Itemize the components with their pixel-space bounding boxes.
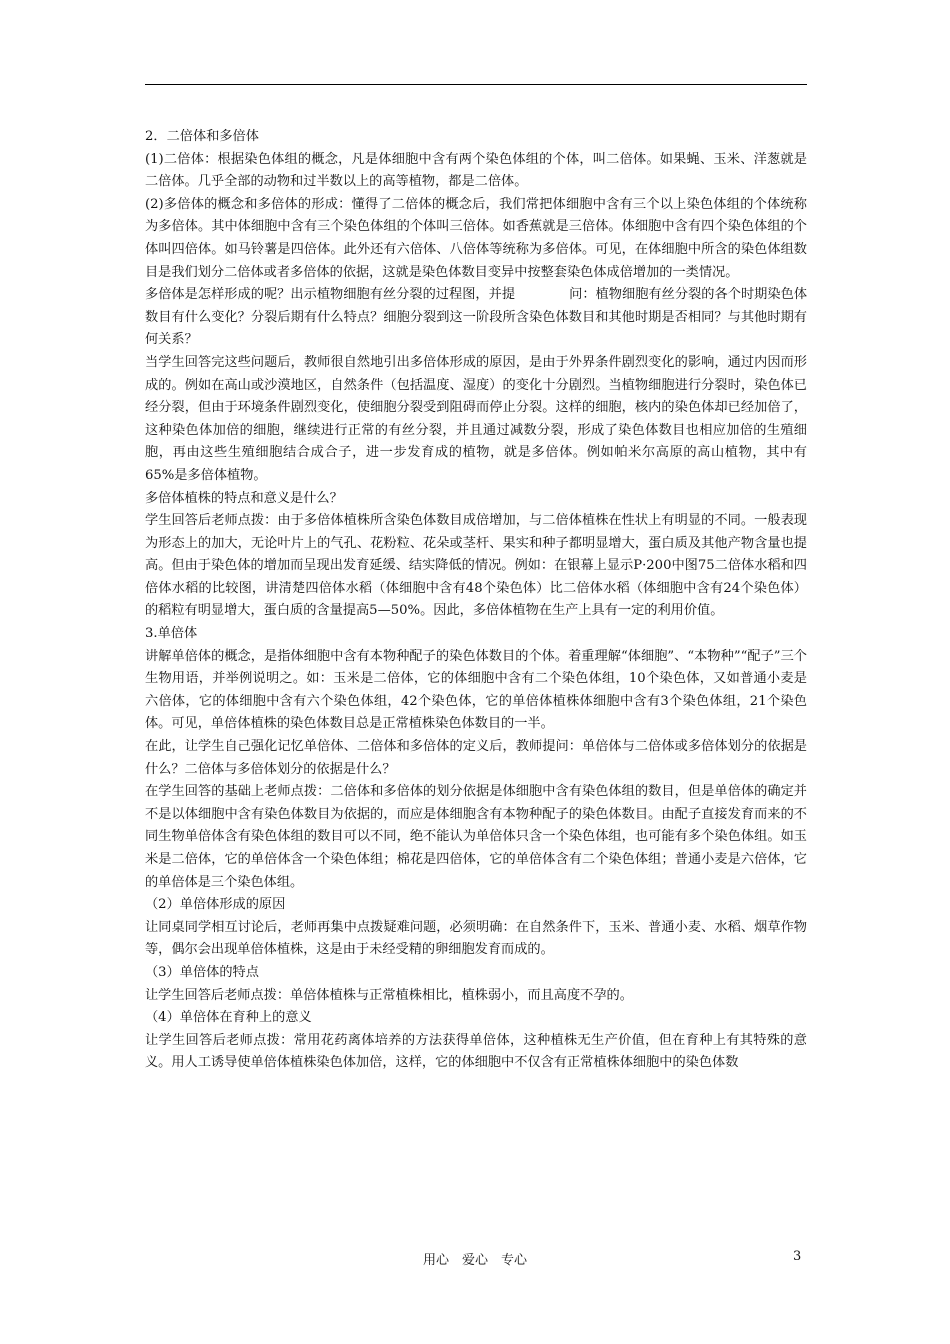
- subheading-haploid-causes: （2）单倍体形成的原因: [145, 897, 286, 913]
- subheading-haploid-traits: （3）单倍体的特点: [145, 964, 259, 980]
- header-rule: [145, 84, 807, 85]
- section-heading-haploid: 3.单倍体: [145, 626, 198, 642]
- question-lead: 多倍体是怎样形成的呢？出示植物细胞有丝分裂的过程图，并提: [145, 287, 516, 303]
- paragraph-polyploid-question: [145, 284, 807, 352]
- paragraph-haploid-causes: 让同桌同学相互讨论后，老师再集中点拨疑难问题，必须明确：在自然条件下，玉米、普通小麦、水稻、烟草作物等，偶尔会出现单倍体植株，这是由于未经受精的卵细胞发育而成的。: [145, 919, 807, 958]
- paragraph-polyploid-formation: 当学生回答完这些问题后，教师很自然地引出多倍体形成的原因，是由于外界条件剧烈变化的影响，通过内因而形成的。例如在高山或沙漠地区，自然条件（包括温度、湿度）的变化十分剧烈。当植物细胞进行分裂时，染色体已经分裂，但由于环境条件剧烈变化，使细胞分裂受到阻碍而停止分裂。这样的细胞，核内的染色体却已经加倍了，这种染色体加倍的细胞，继续进行正常的有丝分裂，并且通过减数分裂，形成了染色体数目也相应加倍的生殖细胞，再由这些生殖细胞结合成合子，进一步发育成的植物，就是多倍体。例如帕米尔高原的高山植物，其中有65%是多倍体植物。: [145, 354, 807, 483]
- paragraph-haploid-traits: 让学生回答后老师点拨：单倍体植株与正常植株相比，植株弱小，而且高度不孕的。: [145, 987, 633, 1003]
- paragraph-polyploid-definition: (2)多倍体的概念和多倍体的形成：懂得了二倍体的概念后，我们常把体细胞中含有三个以上染色体组的个体统称为多倍体。其中体细胞中含有三个染色体组的个体叫三倍体。如香蕉就是三倍体。体细胞中含有四个染色体组的个体叫四倍体。如马铃薯是四倍体。此外还有六倍体、八倍体等统称为多倍体。可见，在体细胞中所含的染色体组数目是我们划分二倍体或者多倍体的依据，这就是染色体数目变异中按整套染色体成倍增加的一类情况。: [145, 196, 807, 280]
- paragraph-polyploid-traits-answer: 学生回答后老师点拨：由于多倍体植株所含染色体数目成倍增加，与二倍体植株在性状上有明显的不同。一般表现为形态上的加大，无论叶片上的气孔、花粉粒、花朵或茎杆、果实和种子都明显增大，蛋白质及其他产物含量也提高。但由于染色体的增加而呈现出发育延缓、结实降低的情况。例如：在银幕上显示P·200中图75二倍体水稻和四倍体水稻的比较图，讲清楚四倍体水稻（体细胞中含有48个染色体）比二倍体水稻（体细胞中含有24个染色体）的稻粒有明显增大，蛋白质的含量提高5—50%。因此，多倍体植物在生产上具有一定的利用价值。: [145, 513, 807, 619]
- paragraph-haploid-teacher-question: 在此，让学生自己强化记忆单倍体、二倍体和多倍体的定义后，教师提问：单倍体与二倍体或多倍体划分的依据是什么？二倍体与多倍体划分的依据是什么？: [145, 739, 807, 777]
- footer-motto: 用心 爱心 专心: [422, 1253, 527, 1268]
- paragraph-haploid-basis: 在学生回答的基础上老师点拨：二倍体和多倍体的划分依据是体细胞中含有染色体组的数目，但是单倍体的确定并不是以体细胞中含有染色体数目为依据的，而应是体细胞含有本物种配子的染色体数目。由配子直接发育而来的不同生物单倍体含有染色体组的数目可以不同，绝不能认为单倍体只含一个染色体组，也可能有多个染色体组。如玉米是二倍体，它的单倍体含一个染色体组；棉花是四倍体，它的单倍体含有二个染色体组；普通小麦是六倍体，它的单倍体是三个染色体组。: [145, 784, 807, 890]
- document-body: [145, 126, 807, 1075]
- paragraph-haploid-breeding: 让学生回答后老师点拨：常用花药离体培养的方法获得单倍体，这种植株无生产价值，但在育种上有其特殊的意义。用人工诱导使单倍体植株染色体加倍，这样，它的体细胞中不仅含有正常植株体细胞中的染色体数: [145, 1032, 807, 1071]
- paragraph-polyploid-traits-question: 多倍体植株的特点和意义是什么？: [145, 490, 343, 506]
- subheading-haploid-breeding: （4）单倍体在育种上的意义: [145, 1010, 312, 1026]
- paragraph-diploid-definition: (1)二倍体：根据染色体组的概念，凡是体细胞中含有两个染色体组的个体，叫二倍体。如果蝇、玉米、洋葱就是二倍体。几乎全部的动物和过半数以上的高等植物，都是二倍体。: [145, 151, 807, 190]
- question-body: 问：植物细胞有丝分裂的各个时期染色体数目有什么变化？分裂后期有什么特点？细胞分裂到这一阶段所含染色体数目和其他时期是否相同？与其他时期有何关系？: [145, 287, 808, 348]
- section-heading-diploid-polyploid: 2．二倍体和多倍体: [145, 129, 259, 144]
- paragraph-haploid-concept: 讲解单倍体的概念，是指体细胞中含有本物种配子的染色体数目的个体。着重理解“体细胞”、“本物种”“配子”三个生物用语，并举例说明之。如：玉米是二倍体，它的体细胞中含有二个染色体组，10个染色体，又如普通小麦是六倍体，它的体细胞中含有六个染色体组，42个染色体，它的单倍体植株体细胞中含有3个染色体组，21个染色体。可见，单倍体植株的染色体数目总是正常植株染色体数目的一半。: [145, 648, 807, 732]
- page-number: 3: [793, 1249, 802, 1264]
